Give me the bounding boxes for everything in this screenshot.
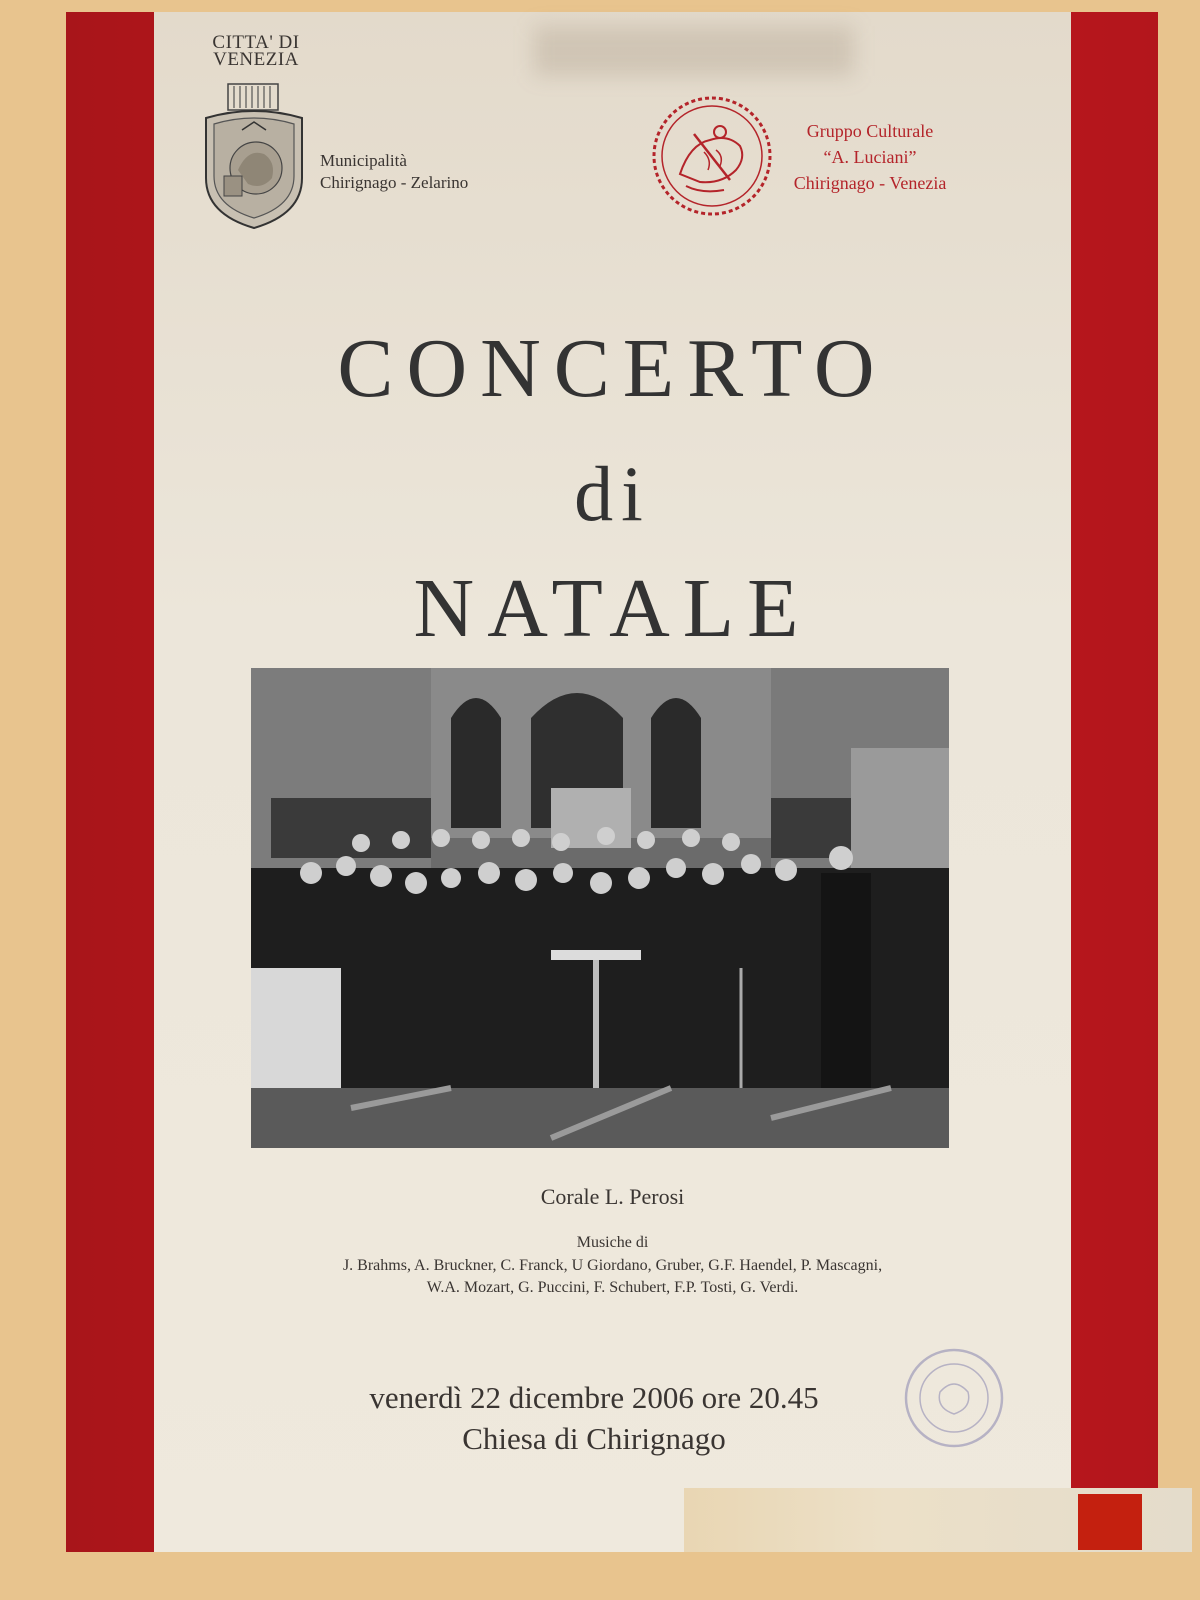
gruppo-culturale-label xyxy=(770,118,970,196)
choir-name: Corale L. Perosi xyxy=(540,1184,685,1209)
municipalita-line1: Municipalità xyxy=(320,151,407,170)
program-heading: Musiche di xyxy=(576,1234,649,1251)
official-stamp-icon xyxy=(902,1346,1006,1450)
venice-crest-icon xyxy=(202,82,306,232)
city-logo-label: CITTA' DI VENEZIA xyxy=(212,32,300,70)
saint-george-seal-icon xyxy=(650,94,774,218)
title-concerto: CONCERTO xyxy=(337,322,888,415)
choir-photo-illustration xyxy=(251,668,949,1148)
gruppo-line3: Chirignago - Venezia xyxy=(793,173,947,193)
event-venue: Chiesa di Chirignago xyxy=(462,1421,726,1456)
corner-patch xyxy=(1078,1494,1142,1550)
gruppo-line1: Gruppo Culturale xyxy=(806,121,934,141)
composer-list xyxy=(244,1255,981,1299)
composers-line2: W.A. Mozart, G. Puccini, F. Schubert, F.P. Tosti, G. Verdi. xyxy=(426,1279,799,1296)
poster xyxy=(154,12,1071,1552)
municipalita-label xyxy=(320,150,468,194)
event-date-time: venerdì 22 dicembre 2006 ore 20.45 xyxy=(369,1380,819,1415)
poster-shadow xyxy=(534,26,854,76)
title-natale: NATALE xyxy=(413,562,812,655)
city-logo-text xyxy=(196,34,316,68)
choir-photo xyxy=(251,668,949,1148)
composers-line1: J. Brahms, A. Bruckner, C. Franck, U Giordano, Gruber, G.F. Haendel, P. Mascagni, xyxy=(342,1257,883,1274)
municipalita-line2: Chirignago - Zelarino xyxy=(320,173,469,192)
gruppo-line2: “A. Luciani” xyxy=(823,147,917,167)
title-di: di xyxy=(574,450,651,537)
